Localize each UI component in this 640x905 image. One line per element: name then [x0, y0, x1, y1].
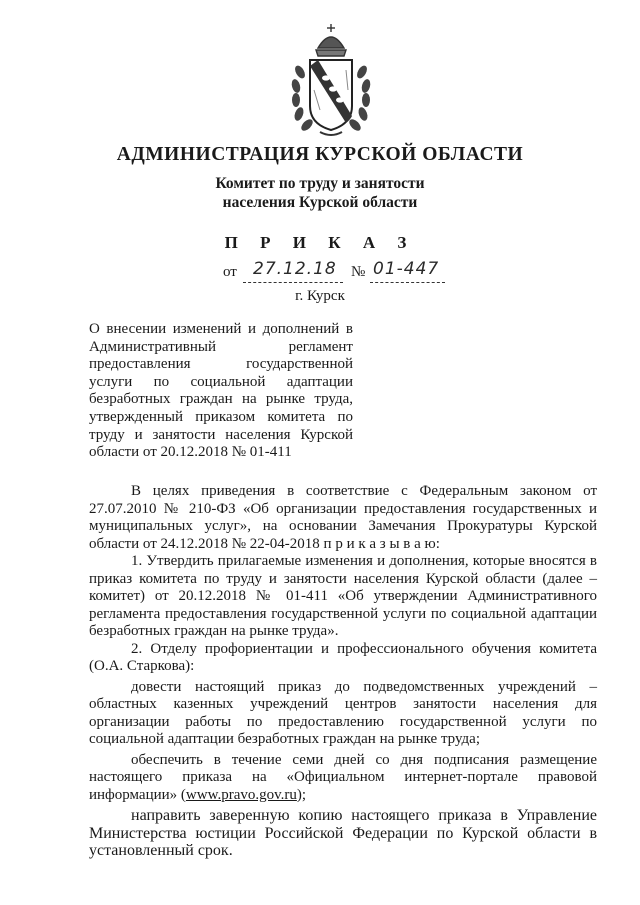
number-underline — [370, 282, 445, 283]
committee-name-line1: Комитет по труду и занятости — [215, 175, 425, 192]
handwritten-number: 01-447 — [373, 259, 440, 279]
subject-line: услуги по социальной адаптации — [89, 373, 353, 390]
item-1-paragraph: 1. Утвердить прилагаемые изменения и дополнения, которые вносятся в приказ комитета по труду и занятости населения Курской области (далее – комитет) от 20.12.2018 № 01-411 «Об утверждении Административного регламента предоставления государственной услуги по социальной адаптации безработных граждан на рынке труда». — [89, 553, 597, 639]
subject-line: О внесении изменений и дополнений в — [89, 321, 353, 337]
subject-line: труду и занятости населения Курской — [89, 426, 353, 443]
organization-title: АДМИНИСТРАЦИЯ КУРСКОЙ ОБЛАСТИ — [116, 144, 524, 165]
item-2-bullet-2: обеспечить в течение семи дней со дня подписания размещение настоящего приказа на «Официальном интернет-портале правовой информации» (www.pravo.gov.ru); — [89, 751, 597, 803]
date-underline — [243, 282, 343, 283]
city: г. Курск — [295, 288, 345, 304]
item-2-bullet-3: направить заверенную копию настоящего приказа в Управление Министерства юстиции Российской Федерации по Курской области в установленный срок. — [89, 807, 597, 859]
order-subject — [89, 321, 353, 462]
subject-line: Административный регламент — [89, 338, 353, 355]
item-2-paragraph: 2. Отделу профориентации и профессионального обучения комитета (О.А. Старкова): — [89, 640, 597, 674]
order-body — [89, 483, 597, 860]
committee-name-line2: населения Курской области — [222, 194, 418, 211]
subject-line: безработных граждан на рынке труда, — [89, 391, 353, 408]
date-prefix: от — [223, 264, 237, 280]
pravo-gov-link[interactable]: www.pravo.gov.ru — [185, 786, 297, 803]
subject-line: утвержденный приказом комитета по — [89, 408, 353, 425]
item-2-bullet-1: довести настоящий приказ до подведомственных учреждений – областных казенных учреждений центров занятости населения для организации работы по предоставлению государственной услуги по социальной адаптации безработных граждан на рынке труда; — [89, 678, 597, 747]
preamble-paragraph: В целях приведения в соответствие с Федеральным законом от 27.07.2010 № 210-ФЗ «Об организации предоставления государственных и муниципальных услуг», на основании Замечания Прокуратуры Курской области от 24.12.2018 № 22-04-2018 п р и к а з ы в а ю: — [89, 483, 597, 552]
subject-line: области от 20.12.2018 № 01-411 — [89, 444, 292, 461]
number-prefix: № — [351, 264, 366, 280]
document-type: П Р И К А З — [224, 233, 416, 252]
kursk-coat-of-arms-icon — [290, 20, 372, 140]
handwritten-date: 27.12.18 — [253, 259, 337, 279]
subject-line: предоставления государственной — [89, 356, 353, 373]
